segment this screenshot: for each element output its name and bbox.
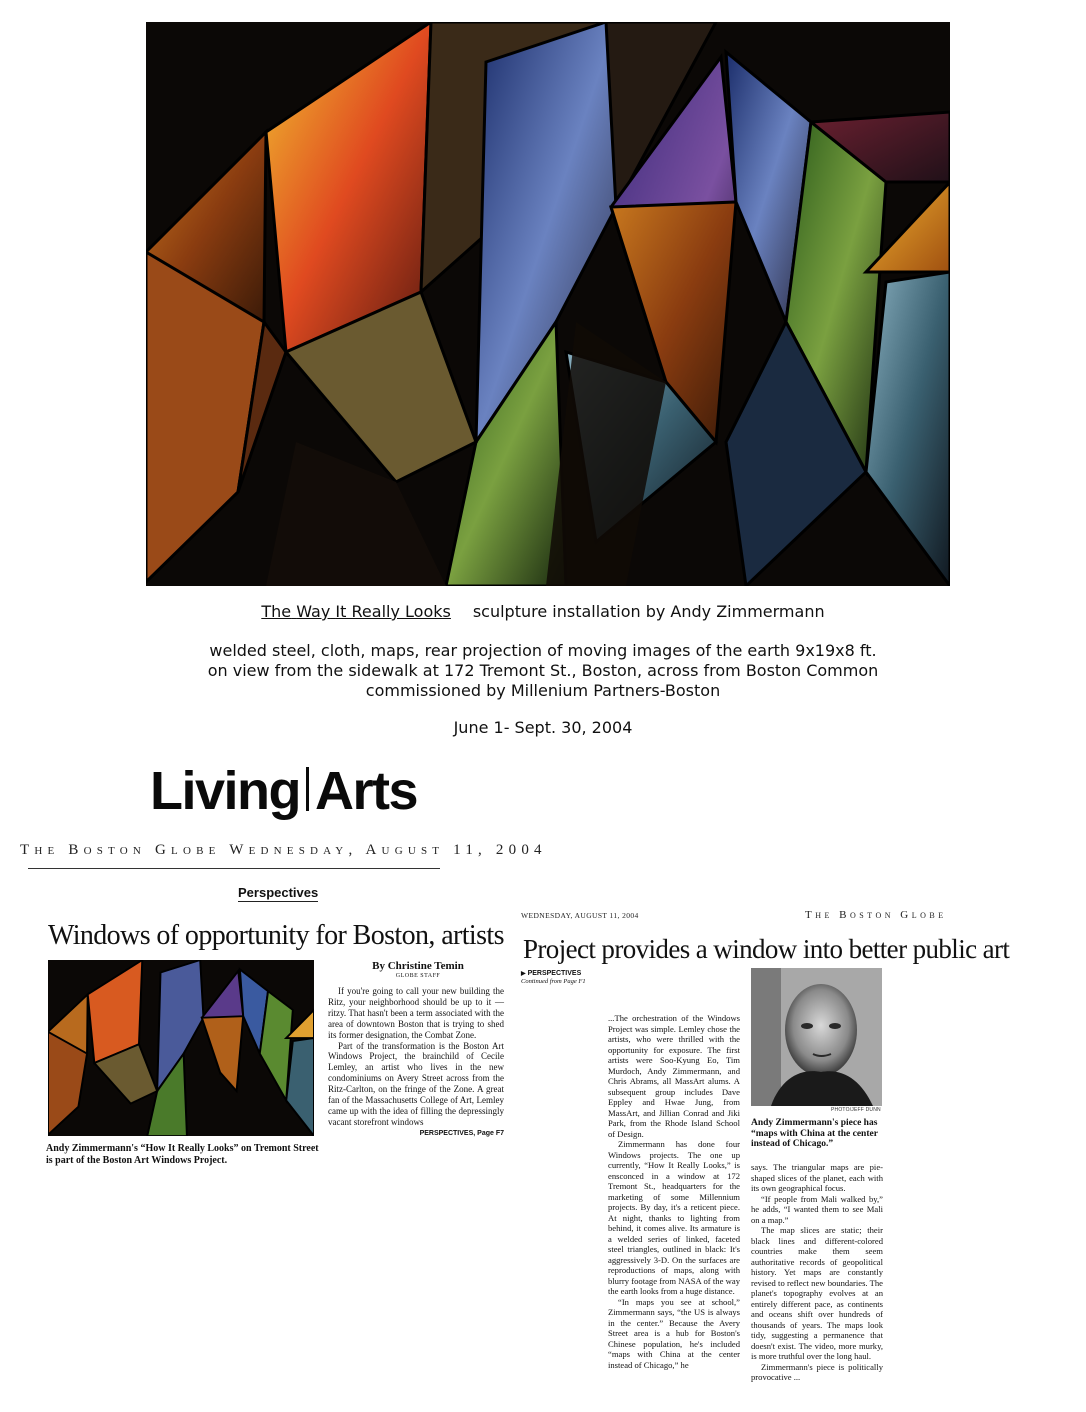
- portrait-photo-icon: [751, 968, 882, 1106]
- paragraph: Part of the transformation is the Boston Art Windows Project, the brainchild of Cecile Lemley, an artist who lives in the new condominiums on Avery Street across from the Ritz-Carlton, on the fringe of the Zone. A great fan of the Massachusetts College of Art, Lemley came up with the idea of filling the depressingly vacant storefront windows: [328, 1040, 504, 1127]
- continued-note: Continued from Page F1: [521, 978, 586, 985]
- sculpture-photo: [146, 22, 950, 586]
- title-word: Looks: [405, 602, 451, 621]
- jump-line: PERSPECTIVES, Page F7: [419, 1129, 504, 1137]
- artwork-details: [0, 641, 1086, 701]
- right-headline: Project provides a window into better public art: [523, 934, 1010, 964]
- byline-author: By Christine Temin: [372, 960, 464, 972]
- materials-line: welded steel, cloth, maps, rear projection of moving images of the earth 9x19x8 ft.: [209, 641, 877, 660]
- paragraph: Zimmermann's piece is politically provocative ...: [751, 1361, 883, 1382]
- portrait-caption: Andy Zimmermann's piece has “maps with China at the center instead of Chicago.”: [751, 1118, 878, 1149]
- exhibition-dates: June 1- Sept. 30, 2004: [453, 718, 633, 737]
- right-article-column-2: [751, 1162, 883, 1383]
- title-word: It: [335, 602, 347, 621]
- byline-staff: GLOBE STAFF: [395, 973, 441, 979]
- commission-line: commissioned by Millenium Partners-Boston: [365, 681, 721, 700]
- artwork-title: [0, 602, 1086, 621]
- left-headline: Windows of opportunity for Boston, artists: [48, 920, 504, 951]
- byline: [332, 960, 504, 979]
- title-word: Way: [296, 602, 331, 621]
- left-article-body: [328, 986, 504, 1140]
- title-rest: sculpture installation by Andy Zimmermann: [472, 602, 825, 621]
- title-word: The: [261, 602, 292, 621]
- paragraph: “In maps you see at school,” Zimmermann says, “the US is always in the center.” Because the Avery Street area is a hub for Boston's Chinese population, he's included “maps with China at the center instead of Chicago,” he: [608, 1296, 740, 1370]
- location-line: on view from the sidewalk at 172 Tremont St., Boston, across from Boston Common: [207, 661, 879, 680]
- right-dateline: WEDNESDAY, AUGUST 11, 2004: [521, 911, 639, 920]
- section-heading-right: Arts: [315, 761, 418, 821]
- paragraph: Zimmermann has done four Windows projects. The one up currently, “How It Really Looks,” is ensconced in a window at 172 Tremont St., headquarters for the marketing of some Millennium projects. By day, it's a reticent piece. At night, thanks to lighting from behind, it comes alive. Its armature is a welded series of linked, faceted steel triangles, outlined in black: It's aggressively 3-D. On the surfaces are reproductions of maps, along with blurry footage from NASA of the way the earth looks from a huge distance.: [608, 1139, 740, 1296]
- right-paper-name: The Boston Globe: [805, 909, 947, 921]
- left-article-photo: [48, 960, 314, 1136]
- section-heading-left: Living: [150, 761, 300, 821]
- left-photo-caption: Andy Zimmermann's “How It Really Looks” on Tremont Street is part of the Boston Art Windows Project.: [46, 1143, 319, 1166]
- section-heading: [150, 760, 417, 822]
- left-kicker: Perspectives: [238, 885, 319, 900]
- sculpture-thumbnail-icon: [48, 960, 314, 1136]
- paragraph: If you're going to call your new building the Ritz, your neighborhood should be up to it — ritzy. That hasn't been a term associated with the area of downtown Boston that is trying to shed its former designation, the Combat Zone.: [328, 986, 504, 1040]
- masthead-rule: [28, 868, 440, 869]
- right-kicker: [521, 970, 581, 977]
- right-article-column-1: [608, 1013, 740, 1370]
- paragraph: “If people from Mali walked by,” he adds, “I wanted them to see Mali on a map.”: [751, 1193, 883, 1225]
- photo-credit: PHOTO/JEFF DUNN: [831, 1107, 881, 1113]
- artist-portrait: [751, 968, 882, 1106]
- paragraph: The map slices are static; their black lines and different-colored countries make them seem authoritative records of geopolitical history. Yet maps are constantly revised to reflect new boundaries. The planet's topography evolves at an entirely different pace, as continents and oceans shift over hundreds of thousands of years. The maps look tidy, suggesting a permanence that doesn't exist. The video, more murky, is more truthful over the long haul.: [751, 1225, 883, 1361]
- right-kicker-label: PERSPECTIVES: [527, 970, 582, 977]
- paragraph: ...The orchestration of the Windows Project was simple. Lemley chose the artists, who were thrilled with the opportunity for exposure. The first artists were Soo-Kyung Eo, Tim Murdoch, Andy Zimmermann, and Chris Abrams, all MassArt alums. A subsequent group includes Dave Eppley and Hwae Jung, from MassArt, and Jillian Conrad and Jiki Park, from the Rhode Island School of Design.: [608, 1013, 740, 1139]
- title-word: Really: [351, 602, 400, 621]
- section-divider: [306, 767, 309, 811]
- paragraph: says. The triangular maps are pie-shaped slices of the planet, each with its own geographical focus.: [751, 1162, 883, 1193]
- newspaper-masthead: The Boston Globe Wednesday, August 11, 2004: [20, 842, 547, 858]
- triangle-right-icon: ▶: [521, 971, 526, 977]
- faceted-map-sculpture-icon: [146, 22, 950, 586]
